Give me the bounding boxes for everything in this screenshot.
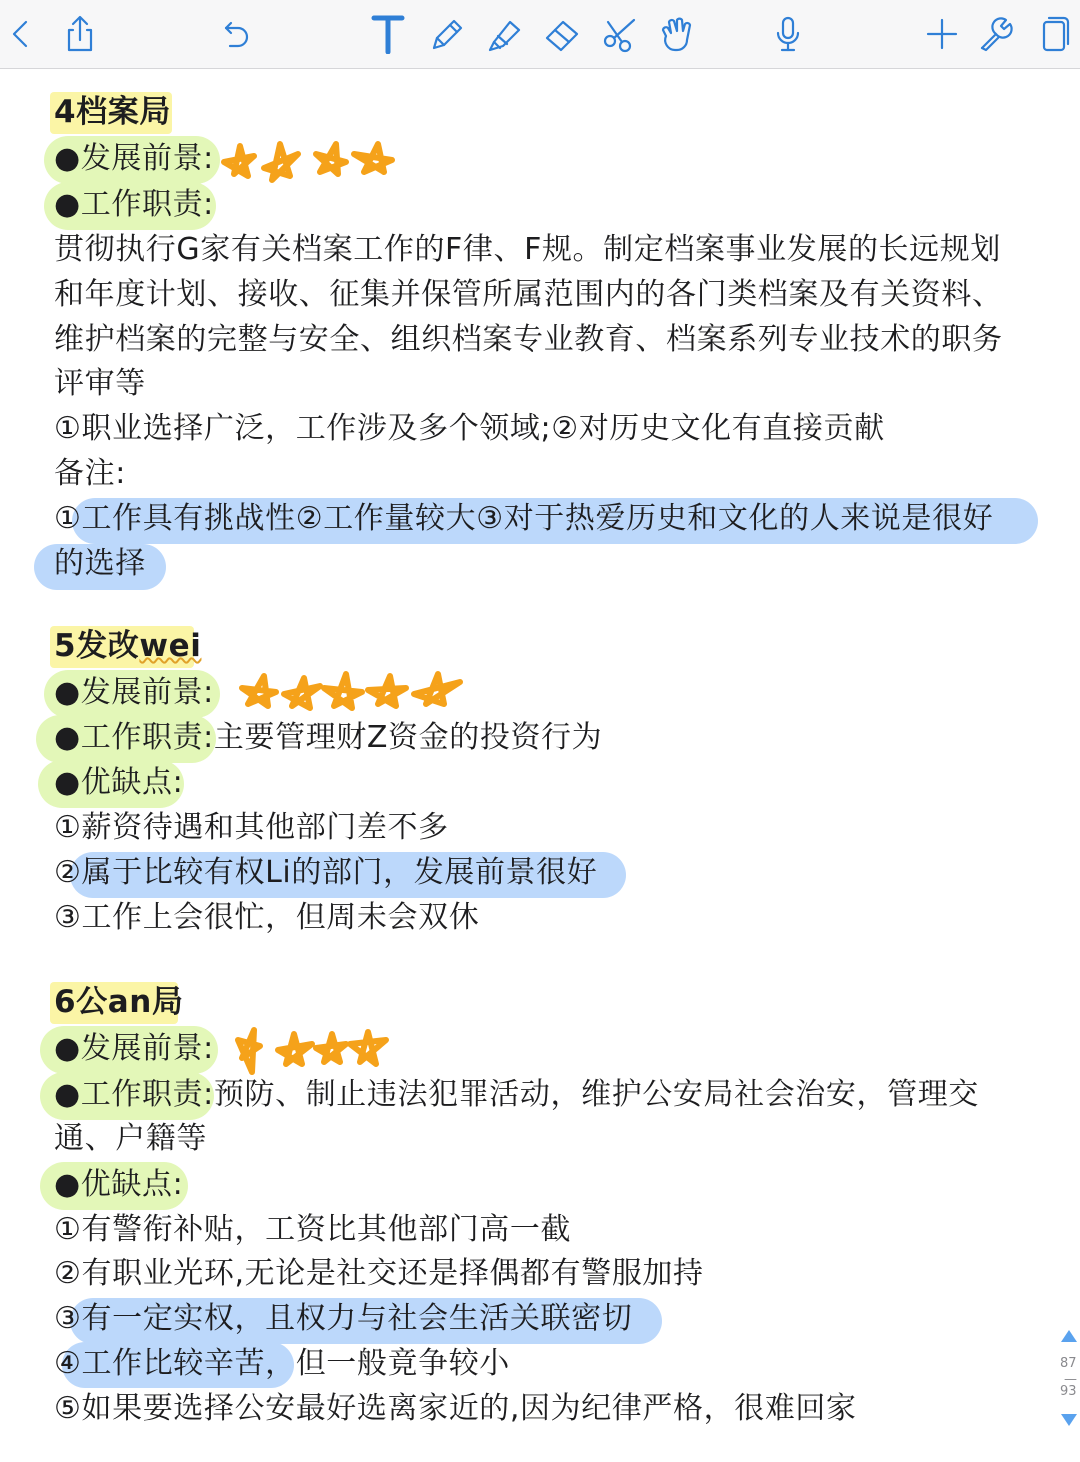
duty-label: ●工作职责: bbox=[54, 1077, 214, 1112]
wrench-icon[interactable] bbox=[974, 12, 1018, 56]
list-item: ③工作上会很忙，但周未会双休 bbox=[54, 900, 480, 935]
hand-drawn-stars bbox=[230, 1022, 400, 1078]
page-scroller[interactable] bbox=[1058, 1330, 1080, 1430]
eraser-tool-icon[interactable] bbox=[540, 12, 584, 56]
current-page-number: 87 bbox=[1060, 1356, 1077, 1371]
prospect-label: ●发展前景: bbox=[54, 1031, 214, 1066]
pros-text: ①职业选择广泛，工作涉及多个领域;②对历史文化有直接贡献 bbox=[54, 411, 885, 446]
prospect-label: ●发展前景: bbox=[54, 675, 214, 710]
list-item-prefix: ② bbox=[54, 855, 82, 890]
star-rating bbox=[220, 132, 420, 188]
highlighter-tool-icon[interactable] bbox=[482, 12, 526, 56]
procon-label: ●优缺点: bbox=[54, 1167, 184, 1202]
microphone-icon[interactable] bbox=[766, 12, 810, 56]
duty-text-line: 通、户籍等 bbox=[54, 1121, 207, 1156]
text-tool-icon[interactable] bbox=[366, 12, 410, 56]
page-up-arrow-icon[interactable] bbox=[1061, 1330, 1077, 1342]
note-text-line bbox=[54, 497, 993, 541]
section-title: 6公an局 bbox=[54, 984, 184, 1020]
share-icon[interactable] bbox=[58, 12, 102, 56]
list-item bbox=[54, 1342, 510, 1386]
list-item: ①薪资待遇和其他部门差不多 bbox=[54, 810, 449, 845]
total-page-number: 93 bbox=[1060, 1384, 1077, 1399]
pen-tool-icon[interactable] bbox=[424, 12, 468, 56]
star-rating bbox=[230, 1022, 400, 1078]
page-down-arrow-icon[interactable] bbox=[1061, 1414, 1077, 1426]
duty-text: 预防、制止违法犯罪活动，维护公安局社会治安，管理交 bbox=[213, 1077, 979, 1112]
list-item bbox=[54, 1297, 632, 1341]
section-title bbox=[54, 624, 201, 668]
note-prefix: ① bbox=[54, 501, 82, 536]
hand-drawn-stars bbox=[220, 132, 420, 188]
duty-label: ●工作职责: bbox=[54, 187, 214, 222]
list-item-text-rest: 但一般竟争较小 bbox=[295, 1346, 510, 1381]
duty-text-line: 评审等 bbox=[54, 366, 146, 401]
duty-text-line: 维护档案的完整与安全、组织档案专业教育、档案系列专业技术的职务 bbox=[54, 322, 1003, 357]
hand-drawn-stars bbox=[238, 664, 468, 720]
note-text: 工作具有挑战性②工作量较大③对于热爱历史和文化的人来说是很好 bbox=[81, 501, 994, 536]
section-title-spellcheck: wei bbox=[139, 628, 202, 664]
procon-label: ●优缺点: bbox=[54, 765, 184, 800]
duty-text-line: 和年度计划、接收、征集并保管所属范围内的各门类档案及有关资料、 bbox=[54, 277, 1003, 312]
list-item-text: 工作比较辛苦， bbox=[81, 1346, 296, 1381]
duty-line bbox=[54, 1073, 979, 1117]
star-rating bbox=[238, 664, 468, 720]
list-item-text: 有一定实权，且权力与社会生活关联密切 bbox=[81, 1301, 633, 1336]
list-item-prefix: ③ bbox=[54, 1301, 82, 1336]
scissors-tool-icon[interactable] bbox=[598, 12, 642, 56]
hand-tool-icon[interactable] bbox=[654, 12, 698, 56]
section-title: 4档案局 bbox=[54, 94, 171, 130]
duty-label: ●工作职责: bbox=[54, 720, 214, 755]
duty-text: 主要管理财Z资金的投资行为 bbox=[213, 720, 603, 755]
undo-icon[interactable] bbox=[212, 12, 256, 56]
page-divider: — bbox=[1064, 1372, 1077, 1387]
back-icon[interactable] bbox=[0, 12, 44, 56]
note-label: 备注: bbox=[54, 456, 126, 491]
list-item-prefix: ④ bbox=[54, 1346, 82, 1381]
section-title-main: 5发改 bbox=[54, 628, 140, 664]
list-item: ①有警衔补贴，工资比其他部门高一截 bbox=[54, 1212, 572, 1247]
list-item-text: 属于比较有权Li的部门，发展前景很好 bbox=[81, 855, 598, 890]
prospect-label: ●发展前景: bbox=[54, 141, 214, 176]
list-item bbox=[54, 851, 597, 895]
pages-icon[interactable] bbox=[1032, 12, 1076, 56]
add-icon[interactable] bbox=[920, 12, 964, 56]
list-item: ②有职业光环,无论是社交还是择偶都有警服加持 bbox=[54, 1256, 704, 1291]
list-item: ⑤如果要选择公安最好选离家近的,因为纪律严格，很难回家 bbox=[54, 1391, 857, 1426]
note-text-line: 的选择 bbox=[54, 546, 146, 581]
toolbar bbox=[0, 0, 1080, 69]
duty-text-line: 贯彻执行G家有关档案工作的F律、F规。制定档案事业发展的长远规划 bbox=[54, 232, 1001, 267]
duty-line bbox=[54, 716, 602, 760]
